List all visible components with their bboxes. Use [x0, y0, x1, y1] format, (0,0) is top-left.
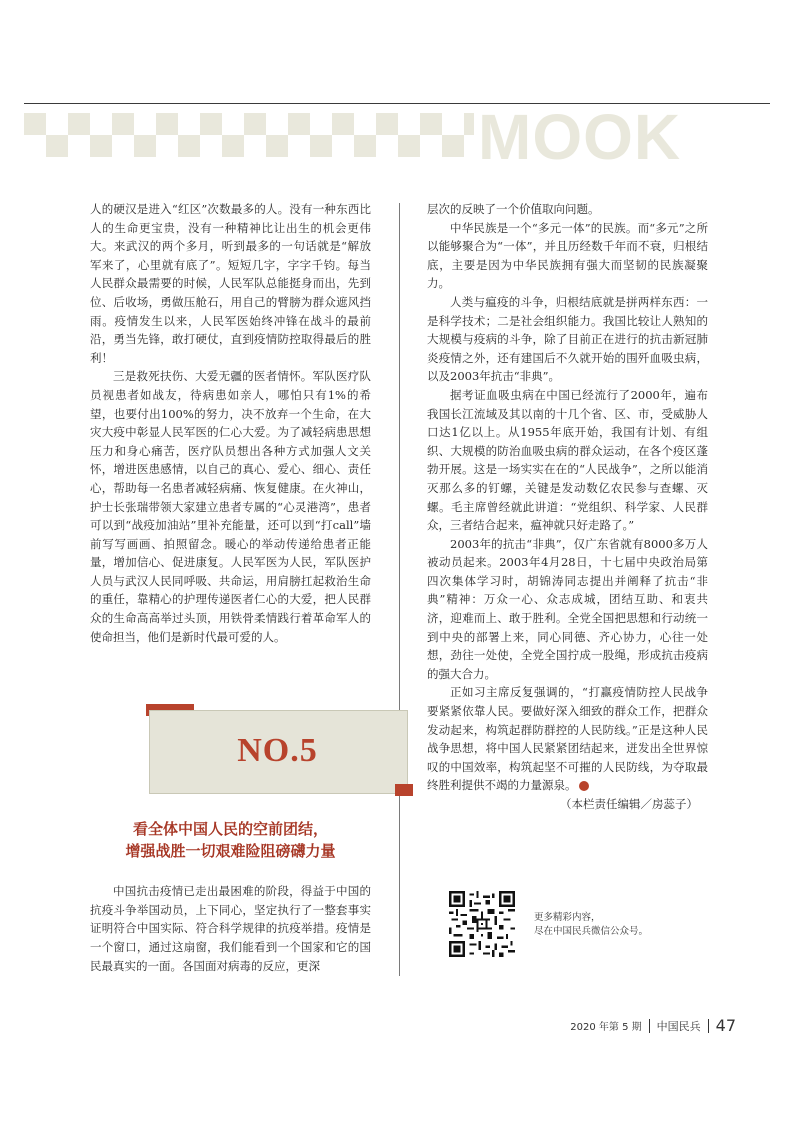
section-number: NO.5	[237, 732, 318, 770]
body-paragraph: 2003年的抗击“非典”，仅广东省就有8000多万人被动员起来。2003年4月28日，十七届中央政治局第四次集体学习时，胡锦涛同志提出并阐释了抗击“非典”精神：万众一心、众志成城，团结互助、和衷共济，迎难而上、敢于胜利。全党全国把思想和行动统一到中央的部署上来，同心同德、齐心协力，心往一处想，劲往一处使，全党全国拧成一股绳，形成抗击疫病的强大合力。	[427, 536, 708, 681]
checker-banner	[24, 113, 474, 157]
magazine-name: 中国民兵	[656, 1019, 701, 1033]
column-divider	[399, 203, 400, 976]
issue-label: 2020 年第 5 期	[570, 1022, 642, 1033]
footer-separator	[708, 1019, 709, 1033]
qr-code-icon[interactable]	[449, 891, 515, 957]
page-number: 47	[715, 1016, 736, 1035]
body-paragraph	[427, 683, 708, 795]
qr-caption-line: 尽在中国民兵微信公众号。	[534, 926, 649, 937]
section-title-line: 增强战胜一切艰难险阻磅礴力量	[125, 842, 336, 861]
section-title-line: 看全体中国人民的空前团结，	[132, 820, 328, 839]
mook-wordmark: MOOK	[478, 101, 682, 173]
qr-caption	[534, 911, 648, 939]
left-column	[90, 200, 371, 975]
body-paragraph: 人类与瘟疫的斗争，归根结底就是拼两样东西：一是科学技术；二是社会组织能力。我国比较让人熟知的大规模与疫病的斗争，除了目前正在进行的抗击新冠肺炎疫情之外，还有建国后不久就开始的围歼血吸虫病，以及2003年抗击“非典”。	[427, 294, 708, 384]
body-paragraph-text: 正如习主席反复强调的，“打赢疫情防控人民战争要紧紧依靠人民。要做好深入细致的群众工作，把群众发动起来，构筑起群防群控的人民防线。”正是这种人民战争思想，将中国人民紧紧团结起来，迸发出全世界惊叹的中国效率，构筑起坚不可摧的人民防线，为夺取最终胜利提供不竭的力量源泉。	[427, 685, 708, 793]
footer-separator	[649, 1019, 650, 1033]
end-mark-icon	[579, 781, 589, 791]
page-footer	[570, 1016, 736, 1035]
section-title	[90, 818, 371, 862]
editor-credit: （本栏责任编辑／房蕊子）	[560, 797, 698, 811]
qr-caption-line: 更多精彩内容，	[534, 912, 601, 923]
body-paragraph: 层次的反映了一个价值取向问题。	[427, 202, 600, 216]
body-paragraph: 中国抗击疫情已走出最困难的阶段，得益于中国的抗疫斗争举国动员，上下同心，坚定执行了一整套事实证明符合中国实际、符合科学规律的抗疫举措。疫情是一个窗口，通过这扇窗，我们能看到一个国家和它的国民最真实的一面。各国面对病毒的反应，更深	[90, 884, 371, 973]
body-paragraph: 据考证血吸虫病在中国已经流行了2000年，遍布我国长江流域及其以南的十几个省、区、市，受威胁人口达1亿以上。从1955年底开始，我国有计划、有组织、大规模的防治血吸虫病的群众运动，在各个疫区蓬勃开展。这是一场实实在在的“人民战争”，之所以能消灭那么多的钉螺，关键是发动数亿农民参与查螺、灭螺。毛主席曾经就此讲道：“党组织、科学家、人民群众，三者结合起来，瘟神就只好走路了。”	[427, 387, 708, 533]
body-paragraph: 中华民族是一个“多元一体”的民族。而“多元”之所以能够聚合为“一体”，并且历经数千年而不衰，归根结底，主要是因为中华民族拥有强大而坚韧的民族凝聚力。	[427, 220, 708, 291]
body-paragraph: 三是救死扶伤、大爱无疆的医者情怀。军队医疗队员视患者如战友，待病患如亲人，哪怕只有1%的希望，也要付出100%的努力，决不放弃一个生命，在大灾大疫中彰显人民军医的仁心大爱。为了减轻病患思想压力和身心痛苦，医疗队员想出各种方式加强人文关怀，增进医患感情，以自己的真心、爱心、细心、责任心，帮助每一名患者减轻病痛、恢复健康。在火神山，护士长张瑞带领大家建立患者专属的“心灵港湾”，患者可以到“战疫加油站”里补充能量，还可以到“打call”墙前写写画画、拍照留念。暖心的举动传递给患者正能量，增加信心、促进康复。人民军医为人民，军队医护人员与武汉人民同呼吸、共命运，用肩膀扛起救治生命的重任，靠精心的护理传递医者仁心的大爱，把人民群众的生命高高举过头顶，用铁骨柔情践行着革命军人的使命担当，他们是新时代最可爱的人。	[90, 369, 371, 644]
body-paragraph: 人的硬汉是进入“红区”次数最多的人。没有一种东西比人的生命更宝贵，没有一种精神比让出生的机会更伟大。来武汉的两个多月，听到最多的一句话就是“解放军来了，心里就有底了”。短短几字，字字千钧。每当人民群众最需要的时候，人民军队总能挺身而出，先到位、后收场，勇做压舱石，用自己的臂膀为群众遮风挡雨。疫情发生以来，人民军医始终冲锋在战斗的最前沿，勇当先锋，敢打硬仗，直到疫情防控取得最后的胜利！	[90, 202, 371, 365]
right-column	[427, 200, 708, 814]
section-number-badge	[146, 704, 413, 814]
